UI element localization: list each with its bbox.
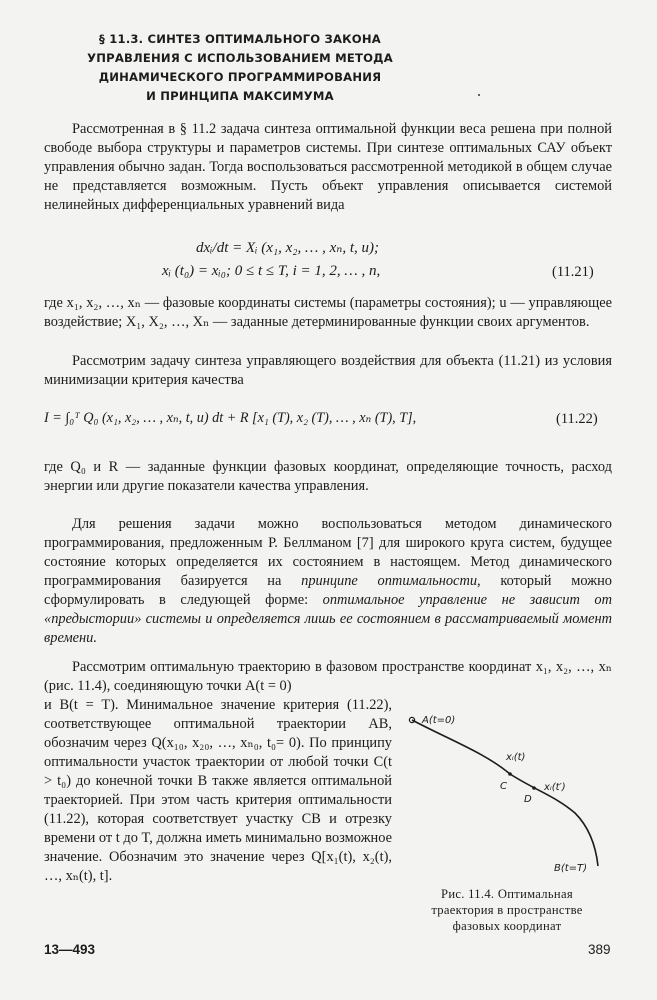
paragraph-dynamic-programming: Для решения задачи можно воспользоваться методом динамического программирования, предложенным Р. Беллманом [7] для широкого круга систем, будущее состояние которых определяется их состоянием в настоящем. Метод динамического программирования базируется на принципе оптимальности, который можно сформулировать в следующей форме: оптимальное управление не зависит от «предыстории» системы и определяется лишь ее состоянием в рассматриваемый момент времени.	[44, 516, 612, 646]
label-xi-t-prime: xᵢ(t′)	[544, 782, 566, 793]
point-c-marker	[508, 772, 512, 776]
label-xi-t: xᵢ(t)	[506, 752, 526, 763]
equation-number: (11.22)	[556, 411, 598, 427]
heading-line: ДИНАМИЧЕСКОГО ПРОГРАММИРОВАНИЯ	[98, 70, 382, 84]
figure-caption: Рис. 11.4. Оптимальная траектория в пространстве фазовых координат	[431, 887, 583, 933]
emphasis-term: принципе оптимальности	[301, 573, 478, 589]
trajectory-figure	[400, 708, 610, 880]
paragraph-intro: Рассмотренная в § 11.2 задача синтеза оптимальной функции веса решена при полной свободе выбора структуры и параметров системы. При синтезе оптимальных САУ объект управления обычно задан. Тогда воспользоваться рассмотренной методикой в общем случае не представляется возможным. Пусть объект управления описывается системой нелинейных дифференциальных уравнений вида	[44, 121, 612, 213]
label-point-b: B(t=T)	[554, 863, 588, 874]
label-point-c: C	[500, 781, 507, 792]
label-point-a: A(t=0)	[422, 715, 456, 726]
paragraph-trajectory: Рассмотрим оптимальную траекторию в фазовом пространстве координат x₁, x₂, …, xₙ (рис. 11.4), соединяющую точки A(t = 0)	[44, 659, 612, 694]
equation-dynamics: dxᵢ/dt = Xᵢ (x₁, x₂, … , xₙ, t, u);	[196, 240, 379, 256]
equation-criterion: I = ∫₀ᵀ Q₀ (x₁, x₂, … , xₙ, t, u) dt + R [x₁ (T), x₂ (T), … , xₙ (T), T],	[44, 410, 417, 426]
paragraph-trajectory-continued: и B(t = T). Минимальное значение критерия (11.22), соответствующее оптимальной траектории AB, обозначим через Q(x₁₀, x₂₀, …, xₙ₀, t₀= 0). По принципу оптимальности участок траектории от любой точки C(t > t₀) до конечной точки B также является оптимальной траекторией. При этом часть критерия оптимальности (11.22), которая соответствует участку CB и отрезку времени от t до T, должна иметь минимально возможное значение. Обозначим это значение через Q[x₁(t), x₂(t), …, xₙ(t), t].	[44, 697, 392, 884]
label-point-d: D	[524, 794, 532, 805]
equation-number: (11.21)	[552, 264, 594, 280]
page-number: 389	[588, 942, 611, 957]
heading-line: § 11.3. СИНТЕЗ ОПТИМАЛЬНОГО ЗАКОНА	[99, 32, 381, 46]
heading-line: УПРАВЛЕНИЯ С ИСПОЛЬЗОВАНИЕМ МЕТОДА	[87, 51, 393, 65]
paragraph-criterion-intro: Рассмотрим задачу синтеза управляющего воздействия для объекта (11.21) из условия минимизации критерия качества	[44, 353, 612, 388]
point-d-marker	[532, 786, 536, 790]
paragraph-functions: где Q₀ и R — заданные функции фазовых координат, определяющие точность, расход энергии или другие показатели качества управления.	[44, 459, 612, 494]
printer-signature: 13—493	[44, 942, 96, 957]
section-heading	[80, 30, 400, 106]
equation-initial-conditions: xᵢ (t₀) = xᵢ₀; 0 ≤ t ≤ T, i = 1, 2, … , n,	[162, 263, 381, 279]
paragraph-definitions: где x₁, x₂, …, xₙ — фазовые координаты системы (параметры состояния); u — управляющее воздействие; X₁, X₂, …, Xₙ — заданные детерминированные функции своих аргументов.	[44, 295, 612, 330]
emphasis-principle: оптимальное управление не зависит от «предыстории» системы и определяется лишь ее состоянием в рассматриваемый момент времени.	[44, 592, 612, 646]
trajectory-curve	[412, 720, 598, 866]
speck-mark	[478, 94, 480, 96]
heading-line: И ПРИНЦИПА МАКСИМУМА	[146, 89, 334, 103]
